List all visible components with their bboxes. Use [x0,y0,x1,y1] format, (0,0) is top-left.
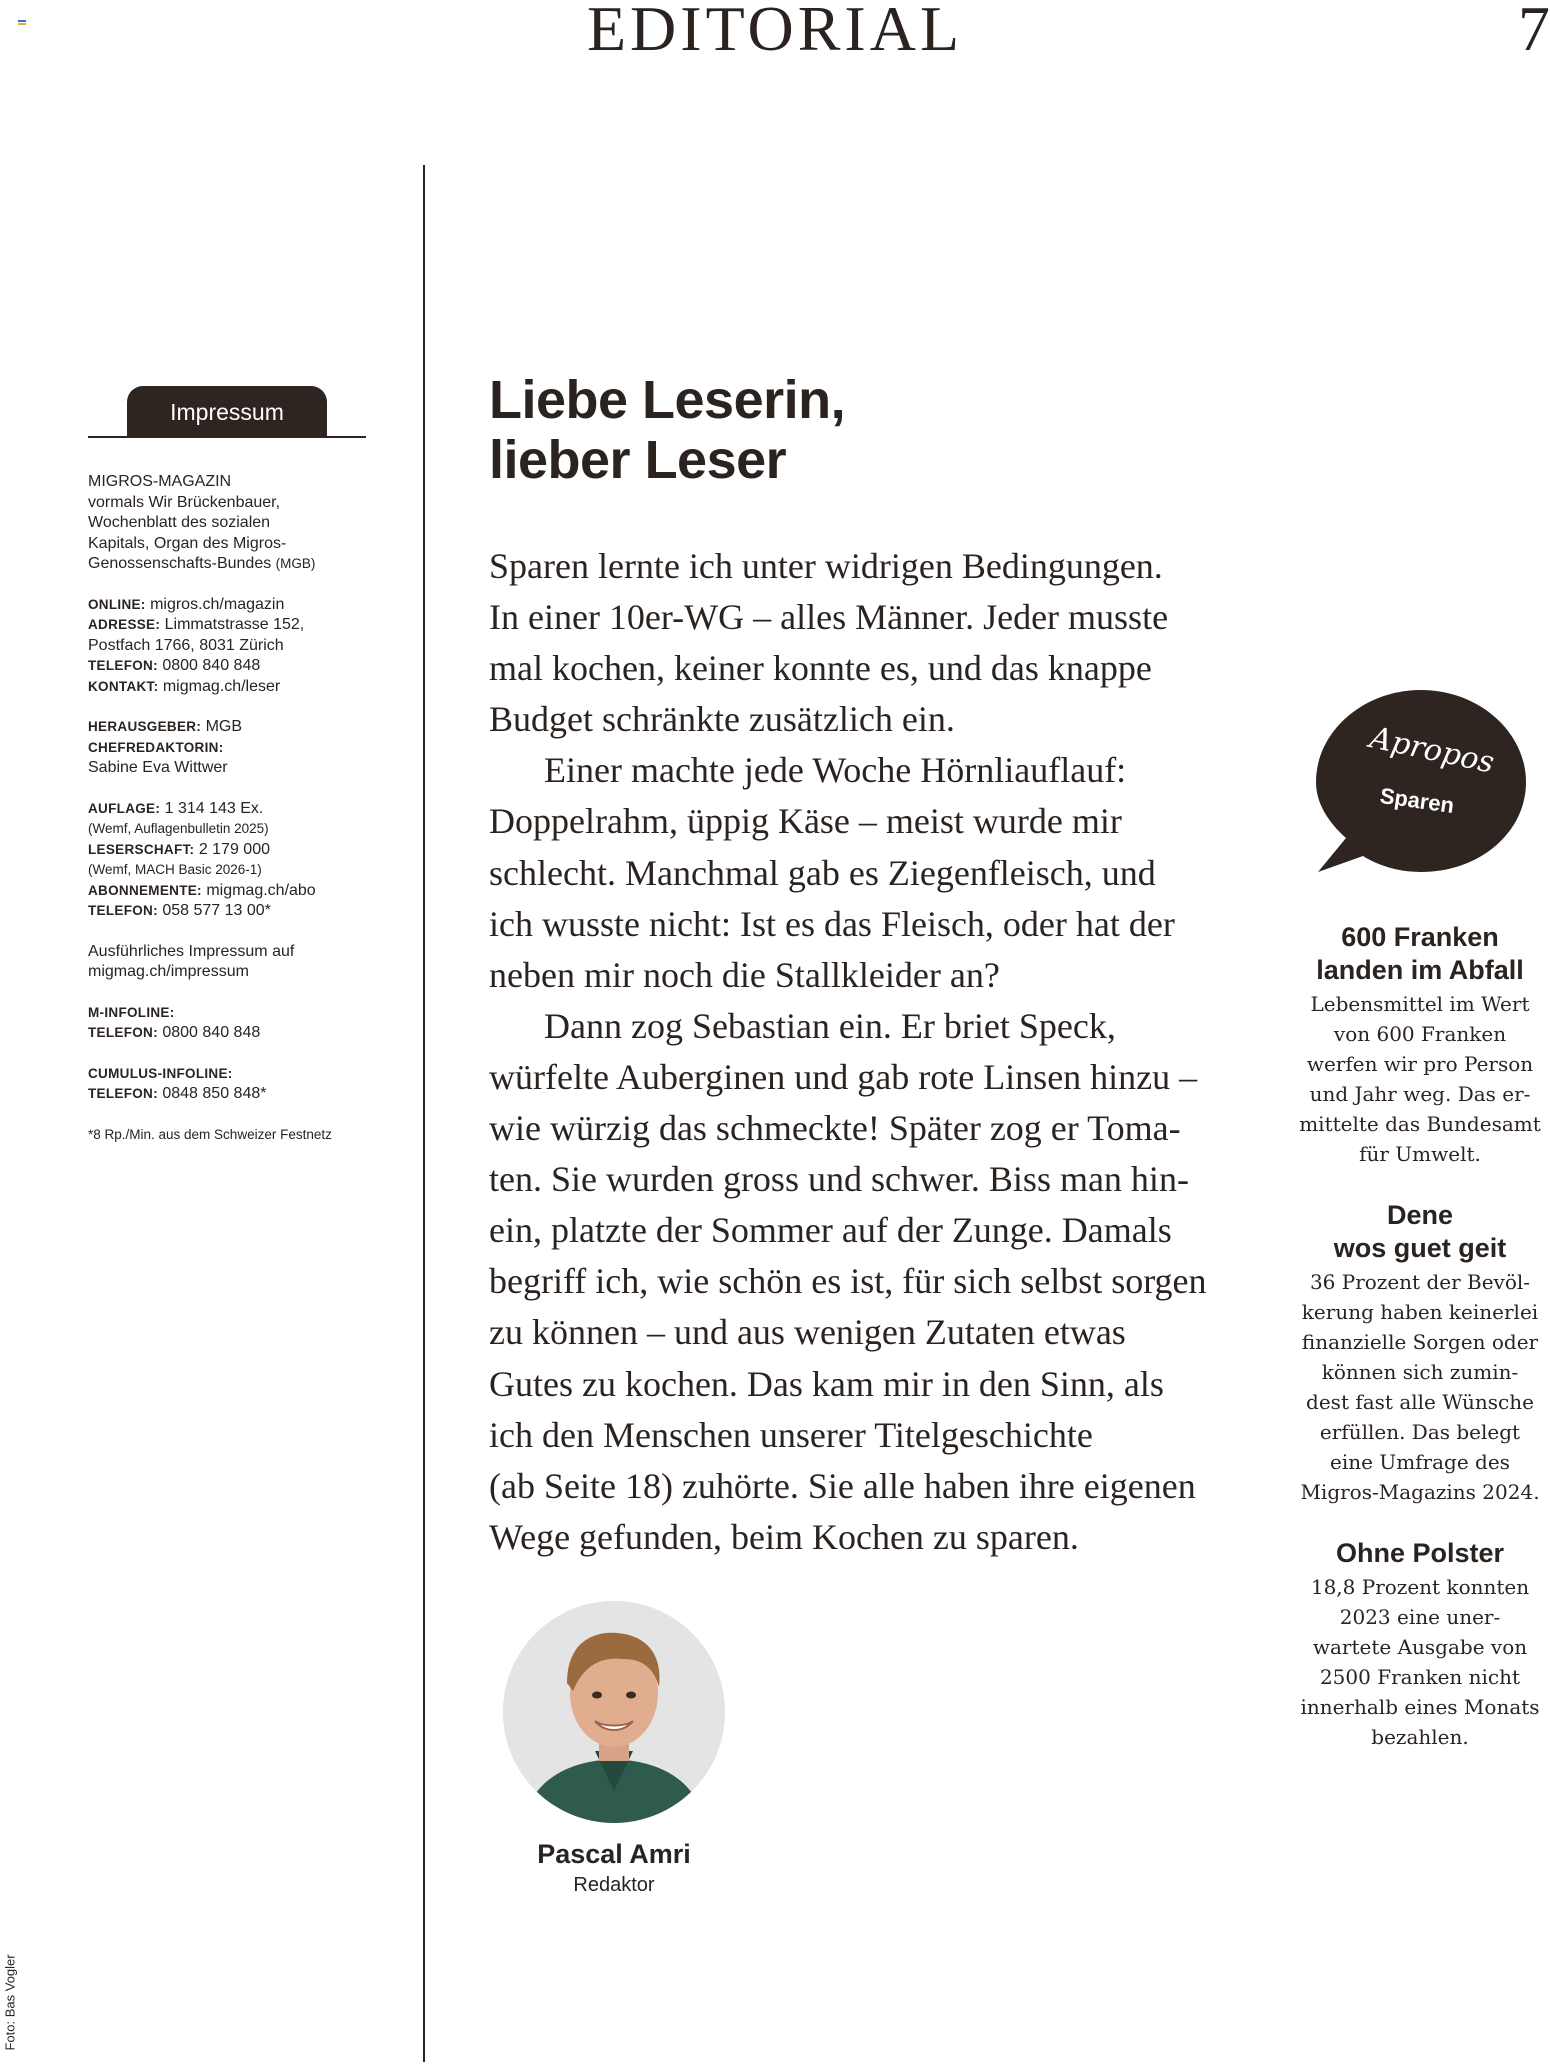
body-line: Gutes zu kochen. Das kam mir in den Sinn, als [489,1363,1164,1404]
readership-value: 2 179 000 [198,840,270,858]
impressum-cumulus [88,1064,388,1105]
fact-body-line: können sich zumin- [1321,1360,1519,1384]
online-link[interactable]: migros.ch/magazin [150,595,285,613]
author-portrait [503,1601,725,1823]
impressum-minfo [88,1003,388,1044]
author-name: Pascal Amri [537,1839,691,1869]
fact-body-line: 2500 Franken nicht [1319,1665,1521,1689]
body-line: schlecht. Manchmal gab es Ziegenfleisch, und [489,852,1156,893]
circulation-label: AUFLAGE: [88,800,161,816]
editor-value: MGB [205,718,243,735]
fact-title-line: wos guet geit [1333,1233,1507,1263]
fact-body-line: finanzielle Sorgen oder [1301,1330,1539,1354]
body-line: ich den Menschen unserer Titelgeschichte [489,1414,1093,1455]
contact-line [88,677,388,698]
fact-body-line: von 600 Franken [1333,1022,1507,1046]
subscription-phone-line [88,901,388,922]
cumulus-phone-label: TELEFON: [88,1086,158,1101]
impressum-rule [88,436,366,438]
minfo-label-line [88,1003,388,1024]
fact-body-line: 18,8 Prozent konnten [1310,1575,1530,1599]
subscription-label: ABONNEMENTE: [88,882,202,898]
editor-label: HERAUSGEBER: [88,719,202,734]
full-impressum-text: Ausführliches Impressum auf [88,942,295,960]
fact-title [1290,1537,1550,1570]
fact-food-waste [1290,921,1550,1169]
fact-body-line: erfüllen. Das belegt [1319,1420,1521,1444]
bubble-topic: Sparen [1378,782,1456,819]
body-line: ein, platzte der Sommer auf der Zunge. Damals [489,1210,1172,1251]
readership-note: (Wemf, MACH Basic 2026-1) [88,862,262,877]
online-label: ONLINE: [88,596,146,612]
body-line: begriff ich, wie schön es ist, für sich selbst sorgen [489,1261,1207,1302]
editorial-headline [489,370,845,490]
fact-body [1290,1267,1550,1507]
fact-body-line: mittelte das Bundesamt [1299,1112,1541,1136]
cumulus-phone-value: 0848 850 848* [162,1085,267,1102]
address-value: Limmatstrasse 152, [164,616,305,633]
fact-well-off [1290,1199,1550,1507]
editorial-body [489,541,1249,1563]
readership-line [88,840,388,861]
circulation-line [88,799,388,820]
fact-body-line: wartete Ausgabe von [1312,1635,1528,1659]
impressum-circulation [88,799,388,922]
impressum-text: Genossenschafts-Bundes [88,555,272,572]
contact-link[interactable]: migmag.ch/leser [162,677,281,695]
fact-body-line: Migros-Magazins 2024. [1300,1480,1540,1504]
fact-body-line: und Jahr weg. Das er- [1309,1082,1531,1106]
impressum-contact [88,595,388,698]
impressum-line: Wochenblatt des sozialen [88,514,271,531]
subscription-line [88,881,388,902]
fact-body-line: 2023 eine uner- [1339,1605,1501,1629]
author-role: Redaktor [573,1874,655,1896]
contact-label: KONTAKT: [88,678,159,694]
cumulus-label: CUMULUS-INFOLINE: [88,1065,233,1081]
fact-body-line: bezahlen. [1371,1725,1469,1749]
editor-line [88,717,388,738]
fact-title-line: Ohne Polster [1335,1538,1505,1568]
impressum-tab: Impressum [127,386,327,438]
phone-label: TELEFON: [88,658,158,673]
circulation-value: 1 314 143 Ex. [164,799,264,817]
body-line: In einer 10er-WG – alles Männer. Jeder musste [489,597,1169,638]
minfo-phone-line [88,1023,388,1044]
circulation-note: (Wemf, Auflagenbulletin 2025) [88,821,269,836]
body-line: ich wusste nicht: Ist es das Fleisch, oder hat der [489,903,1175,944]
impressum-footnote: *8 Rp./Min. aus dem Schweizer Festnetz [88,1126,332,1142]
fact-title-line: landen im Abfall [1316,955,1524,985]
fact-body-line: dest fast alle Wünsche [1306,1390,1534,1414]
body-line: Doppelrahm, üppig Käse – meist wurde mir [489,801,1122,842]
chief-value: Sabine Eva Wittwer [88,759,228,776]
body-line: neben mir noch die Stallkleider an? [489,954,1000,995]
chief-label: CHEFREDAKTORIN: [88,739,224,755]
body-line: mal kochen, keiner konnte es, und das knappe [489,648,1152,689]
body-line: würfelte Auberginen und gab rote Linsen hinzu – [489,1056,1198,1097]
fact-body-line: innerhalb eines Monats [1300,1695,1540,1719]
fact-title [1290,921,1550,987]
fact-body-line: Lebensmittel im Wert [1310,992,1530,1016]
address-line [88,615,388,636]
body-line: ten. Sie wurden gross und schwer. Biss man hin- [489,1159,1189,1200]
portrait-illustration [503,1601,725,1823]
minfo-phone-label: TELEFON: [88,1025,158,1040]
chief-label-line [88,738,388,759]
phone-value: 0800 840 848 [162,657,261,674]
fact-body-line: 36 Prozent der Bevöl- [1309,1270,1531,1294]
cumulus-phone-line [88,1084,388,1105]
photo-credit: Foto: Bas Vogler [2,1954,18,2051]
impressum-line: Kapitals, Organ des Migros- [88,534,287,552]
impressum-publisher [88,472,388,575]
impressum-full [88,942,388,983]
subscription-link[interactable]: migmag.ch/abo [206,881,316,899]
impressum-abbr: (MGB) [275,556,316,571]
full-impressum-link[interactable]: migmag.ch/impressum [88,963,249,980]
page-number: 7 [1518,0,1550,64]
impressum-line: MIGROS-MAGAZIN [88,473,232,490]
minfo-label: M-INFOLINE: [88,1004,175,1020]
fact-body-line: eine Umfrage des [1330,1450,1510,1474]
phone-line [88,656,388,677]
fact-body-line: werfen wir pro Person [1306,1052,1534,1076]
address-line-2: Postfach 1766, 8031 Zürich [88,636,284,654]
body-line: zu können – und aus wenigen Zutaten etwas [489,1312,1126,1353]
body-line: Sparen lernte ich unter widrigen Bedingungen. [489,546,1163,586]
address-label: ADRESSE: [88,617,161,632]
headline-line-2: lieber Leser [489,430,787,490]
body-line: Wege gefunden, beim Kochen zu sparen. [489,1516,1079,1557]
headline-line-1: Liebe Leserin, [489,370,846,430]
fact-body [1290,1572,1550,1752]
impressum-line [88,554,388,575]
impressum-line: vormals Wir Brückenbauer, [88,493,281,511]
fact-no-cushion [1290,1537,1550,1752]
online-line [88,595,388,616]
fact-body-line: kerung haben keinerlei [1301,1300,1539,1324]
impressum-editors [88,717,388,779]
fact-title-line: Dene [1386,1200,1454,1230]
readership-label: LESERSCHAFT: [88,841,195,857]
fact-body [1290,989,1550,1169]
column-divider [423,165,425,2062]
body-line: Dann zog Sebastian ein. Er briet Speck, [544,1005,1116,1046]
bubble-script: Apropos [1366,720,1498,781]
body-line: wie würzig das schmeckte! Später zog er Toma- [489,1108,1181,1149]
impressum-block [88,472,388,1165]
body-line: Budget schränkte zusätzlich ein. [489,699,955,740]
minfo-phone-value: 0800 840 848 [162,1024,261,1041]
section-title: EDITORIAL [586,0,964,64]
subscription-phone-label: TELEFON: [88,903,158,918]
subscription-phone-value: 058 577 13 00* [162,902,271,919]
impressum-footnote-block [88,1125,388,1146]
fact-title-line: 600 Franken [1341,922,1499,952]
cumulus-label-line [88,1064,388,1085]
fact-body-line: für Umwelt. [1359,1142,1481,1166]
fact-title [1290,1199,1550,1265]
body-line: Einer machte jede Woche Hörnliauflauf: [544,750,1127,791]
body-line: (ab Seite 18) zuhörte. Sie alle haben ihre eigenen [489,1465,1196,1506]
